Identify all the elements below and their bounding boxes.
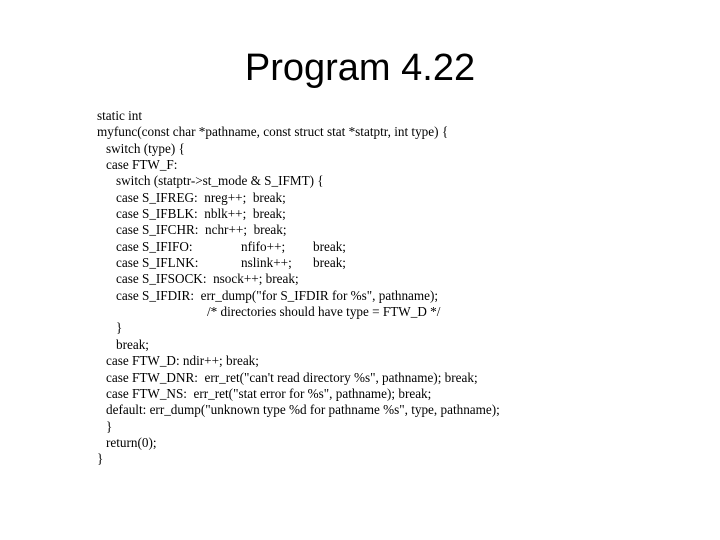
- code-line: [0, 288, 720, 304]
- code-line: [0, 402, 720, 418]
- code-text: nfifo++;: [241, 238, 286, 254]
- code-line: [0, 173, 720, 189]
- code-line: [0, 108, 720, 124]
- code-text: }: [97, 451, 104, 467]
- code-line: [0, 386, 720, 402]
- code-text: break;: [313, 255, 346, 271]
- code-line: [0, 206, 720, 222]
- code-text: switch (type) {: [106, 140, 185, 156]
- code-listing: [0, 108, 720, 468]
- code-line: [0, 124, 720, 140]
- code-text: switch (statptr->st_mode & S_IFMT) {: [116, 173, 324, 189]
- code-line: [0, 370, 720, 386]
- code-text: /* directories should have type = FTW_D */: [207, 304, 441, 320]
- code-text: case S_IFSOCK: nsock++; break;: [116, 271, 299, 287]
- code-line: [0, 157, 720, 173]
- code-text: default: err_dump("unknown type %d for pathname %s", type, pathname);: [106, 402, 500, 418]
- code-line: [0, 255, 720, 271]
- code-text: case S_IFREG: nreg++; break;: [116, 189, 286, 205]
- code-line: [0, 271, 720, 287]
- code-text: case S_IFLNK:: [116, 255, 199, 271]
- code-text: static int: [97, 108, 143, 123]
- code-text: }: [116, 320, 123, 336]
- code-line: [0, 353, 720, 369]
- code-text: nslink++;: [241, 255, 292, 271]
- code-line: [0, 190, 720, 206]
- code-line: [0, 337, 720, 353]
- code-text: break;: [116, 336, 149, 352]
- code-text: case FTW_F:: [106, 157, 178, 173]
- code-text: case FTW_NS: err_ret("stat error for %s", pathname); break;: [106, 385, 432, 401]
- code-text: case S_IFIFO:: [116, 238, 193, 254]
- code-line: [0, 239, 720, 255]
- code-line: [0, 451, 720, 467]
- slide-title: Program 4.22: [244, 47, 476, 89]
- code-line: [0, 304, 720, 320]
- code-line: [0, 320, 720, 336]
- code-text: case FTW_DNR: err_ret("can't read directory %s", pathname); break;: [106, 369, 478, 385]
- code-text: case S_IFBLK: nblk++; break;: [116, 206, 286, 222]
- code-text: case FTW_D: ndir++; break;: [106, 353, 259, 369]
- code-line: [0, 222, 720, 238]
- code-text: myfunc(const char *pathname, const struct stat *statptr, int type) {: [97, 124, 449, 140]
- code-text: break;: [313, 238, 346, 254]
- code-text: case S_IFCHR: nchr++; break;: [116, 222, 287, 238]
- code-text: case S_IFDIR: err_dump("for S_IFDIR for %s", pathname);: [116, 287, 439, 303]
- code-line: [0, 435, 720, 451]
- code-line: [0, 419, 720, 435]
- code-text: return(0);: [106, 434, 157, 450]
- code-text: }: [106, 418, 113, 434]
- code-line: [0, 141, 720, 157]
